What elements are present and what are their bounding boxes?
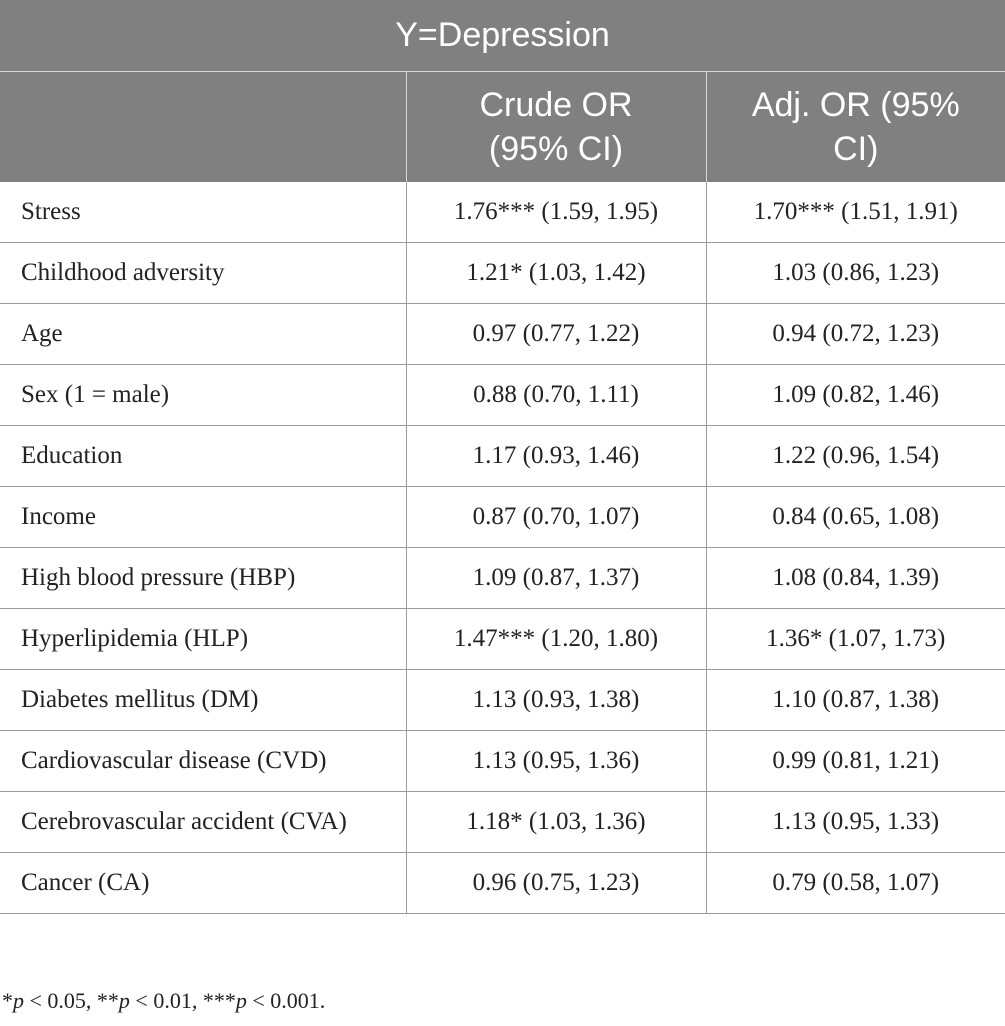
adj-or-cell: 0.94 (0.72, 1.23) — [706, 304, 1005, 365]
crude-or-cell: 1.17 (0.93, 1.46) — [406, 426, 706, 487]
table-row — [0, 853, 1005, 914]
table-row — [0, 609, 1005, 670]
header-adj-or — [706, 72, 1005, 183]
footnote-threshold-1: < 0.05, — [24, 988, 97, 1013]
crude-or-cell: 0.88 (0.70, 1.11) — [406, 365, 706, 426]
row-label: Income — [0, 487, 406, 548]
row-label: Age — [0, 304, 406, 365]
adj-or-cell: 0.79 (0.58, 1.07) — [706, 853, 1005, 914]
table-row — [0, 426, 1005, 487]
row-label: Cerebrovascular accident (CVA) — [0, 792, 406, 853]
table-row — [0, 487, 1005, 548]
row-label: Cardiovascular disease (CVD) — [0, 731, 406, 792]
crude-or-cell: 0.96 (0.75, 1.23) — [406, 853, 706, 914]
crude-or-cell: 1.47*** (1.20, 1.80) — [406, 609, 706, 670]
significance-footnote — [2, 988, 325, 1014]
crude-or-cell: 1.13 (0.93, 1.38) — [406, 670, 706, 731]
table-row — [0, 365, 1005, 426]
crude-or-cell: 1.09 (0.87, 1.37) — [406, 548, 706, 609]
adj-or-cell: 0.99 (0.81, 1.21) — [706, 731, 1005, 792]
table-row — [0, 731, 1005, 792]
table-row — [0, 304, 1005, 365]
adj-or-cell: 1.70*** (1.51, 1.91) — [753, 198, 958, 225]
footnote-p-symbol-1: p — [13, 988, 24, 1013]
adj-or-cell: 1.03 (0.86, 1.23) — [706, 243, 1005, 304]
table-row — [0, 792, 1005, 853]
row-label: Education — [0, 426, 406, 487]
footnote-threshold-2: < 0.01, — [129, 988, 203, 1013]
crude-or-cell: 0.97 (0.77, 1.22) — [406, 304, 706, 365]
header-variable — [0, 72, 406, 183]
crude-or-cell: 1.76*** (1.59, 1.95) — [406, 182, 706, 243]
row-label: Diabetes mellitus (DM) — [0, 670, 406, 731]
header-adj-or-line1: Adj. OR (95% — [751, 86, 960, 124]
row-label: High blood pressure (HBP) — [0, 548, 406, 609]
table-row — [0, 182, 1005, 243]
footnote-star-1: * — [2, 988, 13, 1013]
table-title-row — [0, 0, 1005, 72]
row-label: Childhood adversity — [0, 243, 406, 304]
row-label: Hyperlipidemia (HLP) — [0, 609, 406, 670]
crude-or-cell: 1.18* (1.03, 1.36) — [406, 792, 706, 853]
table-row — [0, 243, 1005, 304]
header-crude-or-line1: Crude OR — [479, 86, 633, 124]
crude-or-cell: 1.13 (0.95, 1.36) — [406, 731, 706, 792]
footnote-threshold-3: < 0.001. — [246, 988, 326, 1013]
header-adj-or-line2: CI) — [833, 130, 879, 168]
footnote-star-3: *** — [202, 988, 236, 1013]
table-row — [0, 548, 1005, 609]
adj-or-cell: 1.36* (1.07, 1.73) — [706, 609, 1005, 670]
footnote-p-symbol-2: p — [118, 988, 130, 1013]
adj-or-cell: 0.84 (0.65, 1.08) — [706, 487, 1005, 548]
footnote-star-2: ** — [96, 988, 119, 1013]
row-label: Cancer (CA) — [0, 853, 406, 914]
crude-or-cell: 1.21* (1.03, 1.42) — [406, 243, 706, 304]
header-crude-or — [406, 72, 706, 183]
row-label: Stress — [0, 182, 406, 243]
adj-or-cell: 1.13 (0.95, 1.33) — [706, 792, 1005, 853]
adj-or-cell: 1.09 (0.82, 1.46) — [706, 365, 1005, 426]
adj-or-cell: 1.10 (0.87, 1.38) — [706, 670, 1005, 731]
adj-or-cell: 1.22 (0.96, 1.54) — [706, 426, 1005, 487]
header-crude-or-line2: (95% CI) — [488, 130, 624, 168]
footnote-p-symbol-3: p — [235, 988, 247, 1013]
table-title: Y=Depression — [0, 0, 1005, 72]
crude-or-cell: 0.87 (0.70, 1.07) — [406, 487, 706, 548]
table-row — [0, 670, 1005, 731]
column-header-row — [0, 72, 1005, 183]
row-label: Sex (1 = male) — [0, 365, 406, 426]
adj-or-cell: 1.08 (0.84, 1.39) — [706, 548, 1005, 609]
